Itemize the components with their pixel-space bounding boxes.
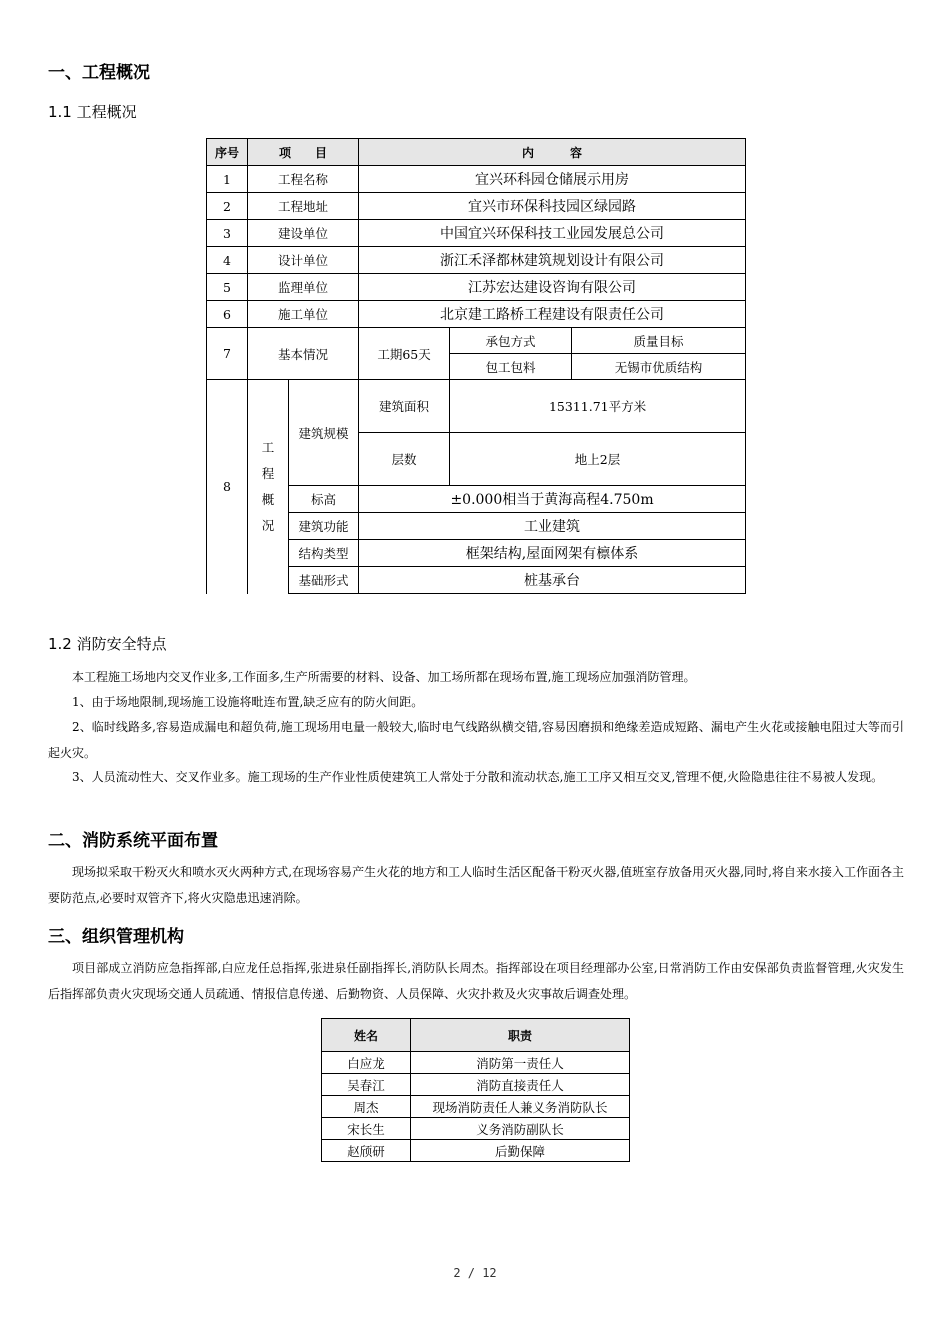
header-no: 序号 [207, 139, 248, 166]
subsection-heading-1-2: 1.2 消防安全特点 [48, 635, 167, 653]
table-row: 白应龙 消防第一责任人 [322, 1052, 630, 1074]
paragraph-point-2: 2、临时线路多,容易造成漏电和超负荷,施工现场用电量一般较大,临时电气线路纵横交错,容易因磨损和绝缘差造成短路、漏电产生火花或接触电阻过大等而引起火灾。 [48, 720, 904, 760]
paragraph-point-3: 3、人员流动性大、交叉作业多。施工现场的生产作业性质使建筑工人常处于分散和流动状态,施工工序又相互交叉,管理不便,火险隐患往往不易被人发现。 [72, 770, 884, 784]
section-heading-2: 二、消防系统平面布置 [48, 831, 218, 851]
table-row: 6 施工单位 北京建工路桥工程建设有限责任公司 [207, 301, 746, 328]
header-item: 项 目 [248, 139, 359, 166]
table-row: 吴春江 消防直接责任人 [322, 1074, 630, 1096]
paragraph-point-1: 1、由于场地限制,现场施工设施将毗连布置,缺乏应有的防火间距。 [72, 695, 424, 709]
page-number: 2 / 12 [453, 1266, 497, 1280]
duty-table [321, 1018, 630, 1162]
section-heading-1: 一、工程概况 [48, 63, 150, 83]
paragraph-fire-layout: 现场拟采取干粉灭火和喷水灭火两种方式,在现场容易产生火花的地方和工人临时生活区配备干粉灭火器,值班室存放备用灭火器,同时,将自来水接入工作面各主要防范点,必要时双管齐下,将火灾隐患迅速消除。 [48, 865, 904, 905]
table-row-basic: 7 基本情况 工期65天 承包方式 质量目标 [207, 328, 746, 354]
paragraph-organization: 项目部成立消防应急指挥部,白应龙任总指挥,张进泉任副指挥长,消防队长周杰。指挥部设在项目经理部办公室,日常消防工作由安保部负责监督管理,火灾发生后指挥部负责火灾现场交通人员疏通、情报信息传递、后勤物资、人员保障、火灾扑救及火灾事故后调查处理。 [48, 961, 904, 1001]
subsection-heading-1-1: 1.1 工程概况 [48, 103, 137, 121]
table-row: 4 设计单位 浙江禾泽都林建筑规划设计有限公司 [207, 247, 746, 274]
table-row-overview: 8 工 程 概 况 建筑规模 建筑面积 15311.71平方米 [207, 380, 746, 433]
table-row: 周杰 现场消防责任人兼义务消防队长 [322, 1096, 630, 1118]
table-row: 2 工程地址 宜兴市环保科技园区绿园路 [207, 193, 746, 220]
header-name: 姓名 [322, 1019, 411, 1052]
header-content: 内 容 [359, 139, 746, 166]
project-overview-table: 序号 项 目 内 容 1 工程名称 宜兴环科园仓储展示用房 2 工程地址 宜兴市环保科技园区绿园路 3 建设单位 中国宜兴环保科技工业园发展总公司 4 设计单位 浙江禾泽都林建筑规划设计有限公司 5 监理单位 江苏宏达建设咨询有限公司 6 施工单位 北京建工路桥工程建设有限责任公司 7 基本情况 工期65天 承包方式 质量目标 包工包料 无锡市优质结构 8 工 程 概 况 建筑规模 建筑面积 15311.71平方米 层数 地上2层 标高 ±0.000相当于黄海高程4.750m 建筑功能 工业建筑 结构类型 框架结构,屋面网架有檩体系 基础形式 桩基承台 [206, 138, 746, 594]
table-row: 赵颀研 后勤保障 [322, 1140, 630, 1162]
table-row: 3 建设单位 中国宜兴环保科技工业园发展总公司 [207, 220, 746, 247]
table-row: 宋长生 义务消防副队长 [322, 1118, 630, 1140]
table-row: 1 工程名称 宜兴环科园仓储展示用房 [207, 166, 746, 193]
section-heading-3: 三、组织管理机构 [48, 927, 184, 947]
paragraph-intro: 本工程施工场地内交叉作业多,工作面多,生产所需要的材料、设备、加工场所都在现场布置,施工现场应加强消防管理。 [72, 670, 696, 684]
header-duty: 职责 [411, 1019, 630, 1052]
table-row: 5 监理单位 江苏宏达建设咨询有限公司 [207, 274, 746, 301]
